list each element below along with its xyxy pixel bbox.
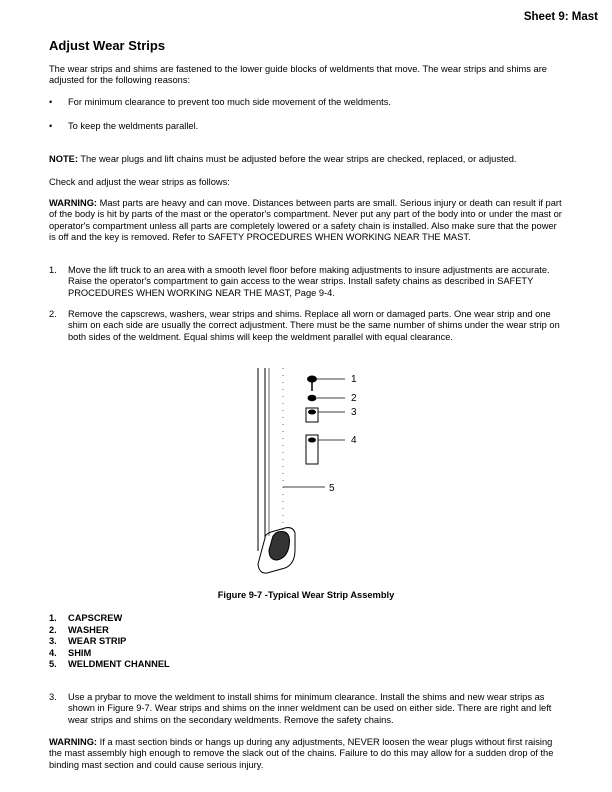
warning-text: Mast parts are heavy and can move. Distances between parts are small. Serious injury or death can result if part of the body is hit by parts of the mast or the operator's compartment. Never put any part of the body into or under the mast or operator's compartment unless all parts are completely lowered or a safety chain is installed. Also make sure that the power is off and the key is removed. Refer to SAFETY PROCEDURES WHEN WORKING NEAR THE MAST.: [49, 198, 562, 243]
legend-label: WELDMENT CHANNEL: [68, 659, 170, 670]
legend-label: SHIM: [68, 647, 92, 658]
step-text: Remove the capscrews, washers, wear strips and shims. Replace all worn or damaged parts. One wear strip and one shim on each side are usually the correct adjustment. There must be the same number of shims under the wear strip on both sides of the weldment. Equal shims will keep the weldment parallel with equal clearance.: [68, 309, 560, 342]
bullet-text: To keep the weldments parallel.: [68, 121, 199, 131]
legend-label: WASHER: [68, 624, 109, 635]
intro-paragraph: The wear strips and shims are fastened to the lower guide blocks of weldments that move. The wear strips and shims are adjusted for the following reasons:: [49, 64, 547, 86]
guide-roller: [269, 532, 290, 561]
sheet-title: Sheet 9: Mast: [523, 11, 598, 23]
note-label: NOTE:: [49, 154, 78, 164]
legend-number: 5.: [49, 659, 57, 670]
legend-label: WEAR STRIP: [68, 636, 127, 647]
step-number: 3.: [49, 692, 57, 702]
callout-1: 1: [351, 374, 357, 385]
bullet-text: For minimum clearance to prevent too much side movement of the weldments.: [68, 97, 391, 107]
bullet-icon: •: [49, 97, 53, 107]
step-number: 1.: [49, 265, 57, 275]
warning-paragraph: [49, 737, 565, 771]
legend-number: 1.: [49, 613, 57, 623]
wear-strip-hole: [309, 410, 316, 414]
note-text: The wear plugs and lift chains must be adjusted before the wear strips are checked, replaced, or adjusted.: [77, 154, 517, 164]
washer-part: [308, 395, 316, 401]
legend-number: 4.: [49, 647, 57, 658]
note-paragraph: [49, 154, 565, 165]
callout-3: 3: [351, 407, 357, 418]
section-title: Adjust Wear Strips: [49, 38, 166, 53]
legend-number: 2.: [49, 624, 57, 635]
check-paragraph: Check and adjust the wear strips as follows:: [49, 177, 230, 187]
warning-paragraph: [49, 198, 565, 244]
wear-strip-figure: [255, 368, 375, 580]
warning-text: If a mast section binds or hangs up during any adjustments, NEVER loosen the wear plugs without first raising the mast assembly high enough to remove the slack out of the chains. Failure to do this may allow for a sudden drop of the binding mast section and could cause serious injury.: [49, 737, 554, 770]
legend-label: CAPSCREW: [68, 613, 123, 623]
bullet-icon: •: [49, 121, 53, 131]
callout-5: 5: [329, 483, 335, 494]
step-number: 2.: [49, 309, 57, 319]
warning-label: WARNING:: [49, 737, 98, 747]
warning-label: WARNING:: [49, 198, 98, 208]
step-text: Use a prybar to move the weldment to install shims for minimum clearance. Install the shims and new wear strips as shown in Figure 9-7. Wear strips and shims on the inner weldment can be used on either side. There are right and left wear strips and shims on the secondary weldments. Remove the safety chains.: [68, 692, 552, 725]
figure-caption: Figure 9-7 -Typical Wear Strip Assembly: [217, 590, 395, 600]
step-text: Move the lift truck to an area with a smooth level floor before making adjustments to insure adjustments are accurate. Raise the operator's compartment to gain access to the wear strips. Install safety chains as described in SAFETY PROCEDURES WHEN WORKING NEAR THE MAST, Page 9-4.: [68, 265, 550, 298]
capscrew-head: [308, 376, 317, 382]
callout-2: 2: [351, 393, 357, 404]
legend-number: 3.: [49, 636, 57, 647]
callout-4: 4: [351, 435, 357, 446]
shim-hole: [309, 438, 316, 442]
